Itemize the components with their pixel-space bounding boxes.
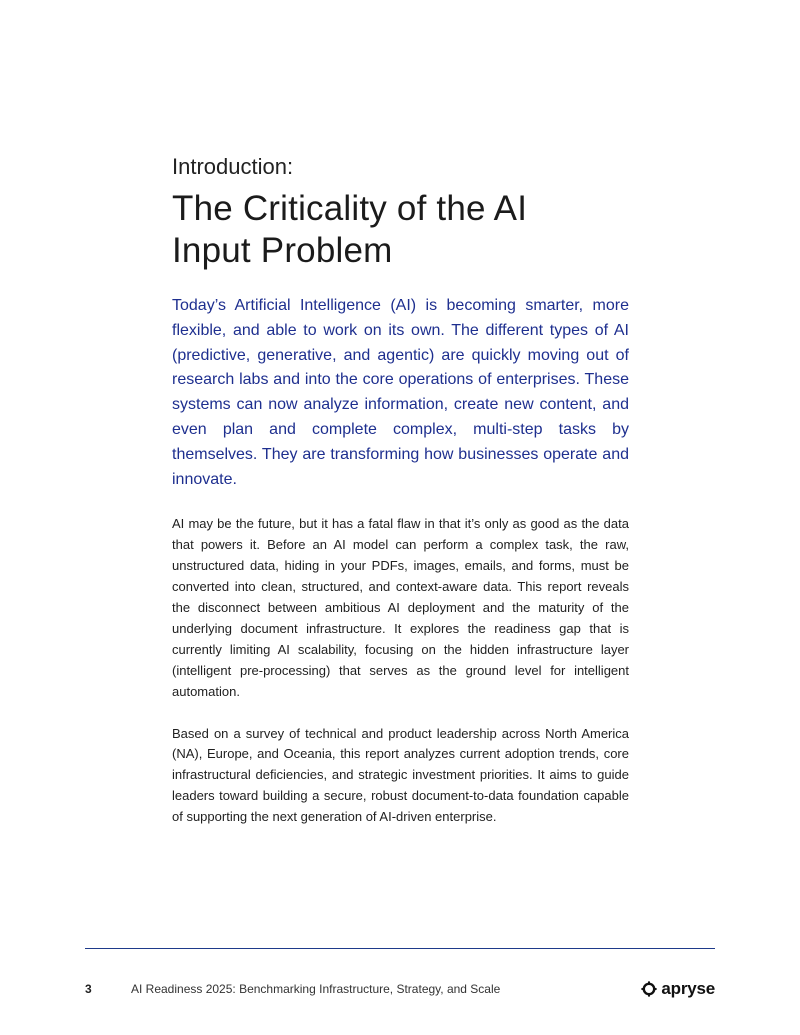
page-title-line-1: The Criticality of the AI: [172, 189, 528, 228]
page-title-line-2: Input Problem: [172, 231, 393, 270]
main-content: [172, 150, 629, 828]
brand-logo: [641, 979, 715, 999]
page-footer: [85, 978, 715, 1000]
body-paragraph-1: AI may be the future, but it has a fatal flaw in that it’s only as good as the data that powers it. Before an AI model can perform a complex task, the raw, unstructured data, hiding in your PDFs, images, emails, and forms, must be converted into clean, structured, and context-aware data. This report reveals the disconnect between ambitious AI deployment and the maturity of the underlying document infrastructure. It explores the readiness gap that is currently limiting AI scalability, focusing on the hidden infrastructure layer (intelligent pre-processing) that serves as the ground level for intelligent automation.: [172, 516, 629, 699]
page-title: [172, 188, 629, 272]
footer-divider: [85, 948, 715, 949]
section-label: Introduction:: [172, 154, 294, 179]
footer-document-title: AI Readiness 2025: Benchmarking Infrastructure, Strategy, and Scale: [131, 982, 501, 996]
brand-name: apryse: [661, 979, 715, 998]
body-paragraph-2: Based on a survey of technical and product leadership across North America (NA), Europe, and Oceania, this report analyzes current adoption trends, core infrastructural deficiencies, and strategic investment priorities. It aims to guide leaders toward building a secure, robust document-to-data foundation capable of supporting the next generation of AI-driven enterprise.: [172, 725, 629, 825]
lead-paragraph: Today’s Artificial Intelligence (AI) is becoming smarter, more flexible, and able to work on its own. The different types of AI (predictive, generative, and agentic) are quickly moving out of research labs and into the core operations of enterprises. These systems can now analyze information, create new content, and even plan and complete complex, multi-step tasks by themselves. They are transforming how businesses operate and innovate.: [172, 297, 629, 488]
apryse-logo-icon: [641, 981, 657, 997]
page-number: 3: [85, 982, 92, 996]
